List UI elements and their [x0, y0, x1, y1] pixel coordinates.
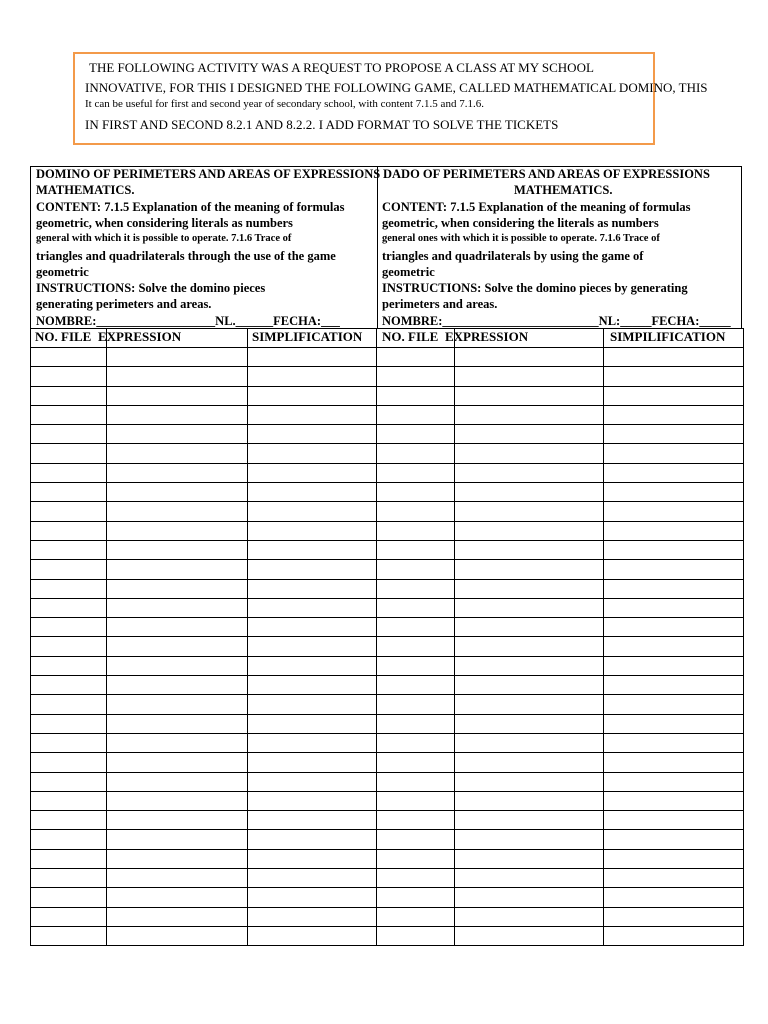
answer-cell[interactable]	[107, 521, 248, 540]
answer-cell[interactable]	[107, 560, 248, 579]
answer-cell[interactable]	[377, 405, 455, 424]
table-row	[31, 637, 744, 656]
left-worksheet-header	[30, 166, 381, 328]
answer-cell[interactable]	[31, 405, 107, 424]
answer-cell[interactable]	[604, 444, 744, 463]
answer-cell[interactable]	[604, 463, 744, 482]
answer-cell[interactable]	[455, 463, 604, 482]
table-row	[31, 772, 744, 791]
answer-cell[interactable]	[107, 753, 248, 772]
answer-cell[interactable]	[377, 695, 455, 714]
answer-cell[interactable]	[248, 926, 377, 945]
answer-cell[interactable]	[107, 849, 248, 868]
left-instructions-line-1: INSTRUCTIONS: Solve the domino pieces	[36, 281, 266, 295]
answer-cell[interactable]	[604, 676, 744, 695]
answer-cell[interactable]	[248, 425, 377, 444]
answer-cell[interactable]	[604, 791, 744, 810]
answer-cell[interactable]	[107, 830, 248, 849]
answer-cell[interactable]	[107, 695, 248, 714]
answer-cell[interactable]	[31, 598, 107, 617]
answer-cell[interactable]	[377, 714, 455, 733]
answer-cell[interactable]	[604, 579, 744, 598]
answer-cell[interactable]	[31, 483, 107, 502]
answer-cell[interactable]	[377, 463, 455, 482]
answer-cell[interactable]	[455, 714, 604, 733]
answer-cell[interactable]	[107, 907, 248, 926]
answer-cell[interactable]	[455, 386, 604, 405]
answer-cell[interactable]	[455, 869, 604, 888]
left-content-line-5: geometric	[36, 265, 89, 279]
answer-cell[interactable]	[31, 695, 107, 714]
answer-cell[interactable]	[248, 849, 377, 868]
answer-cell[interactable]	[455, 907, 604, 926]
answer-cell[interactable]	[455, 579, 604, 598]
answer-cell[interactable]	[248, 405, 377, 424]
answer-cell[interactable]	[377, 869, 455, 888]
right-instructions-line-2: perimeters and areas.	[382, 297, 498, 311]
answer-cell[interactable]	[31, 772, 107, 791]
intro-box	[73, 52, 708, 145]
answer-cell[interactable]	[31, 791, 107, 810]
table-row	[31, 695, 744, 714]
left-title: DOMINO OF PERIMETERS AND AREAS OF EXPRESSIONS	[36, 167, 381, 181]
answer-cell[interactable]	[107, 579, 248, 598]
answer-cell[interactable]	[31, 926, 107, 945]
answer-cell[interactable]	[604, 888, 744, 907]
answer-cell[interactable]	[455, 560, 604, 579]
answer-cell[interactable]	[377, 791, 455, 810]
table-row	[31, 830, 744, 849]
right-content-line-2: geometric, when considering the literals as numbers	[382, 216, 659, 230]
answer-cell[interactable]	[604, 714, 744, 733]
answer-cell[interactable]	[377, 772, 455, 791]
answer-cell[interactable]	[31, 444, 107, 463]
answer-cell[interactable]	[31, 733, 107, 752]
answer-cell[interactable]	[107, 791, 248, 810]
answer-cell[interactable]	[604, 869, 744, 888]
right-col-no-file: NO. FILE	[382, 329, 439, 344]
answer-cell[interactable]	[107, 598, 248, 617]
table-row	[31, 888, 744, 907]
answer-cell[interactable]	[31, 425, 107, 444]
table-row	[31, 367, 744, 386]
table-row	[31, 676, 744, 695]
answer-cell[interactable]	[31, 502, 107, 521]
answer-cell[interactable]	[604, 849, 744, 868]
answer-cell[interactable]	[31, 618, 107, 637]
answer-cell[interactable]	[604, 656, 744, 675]
intro-line-4: IN FIRST AND SECOND 8.2.1 AND 8.2.2. I ADD FORMAT TO SOLVE THE TICKETS	[85, 117, 559, 132]
answer-cell[interactable]	[604, 483, 744, 502]
answer-cell[interactable]	[31, 521, 107, 540]
answer-cell[interactable]	[248, 791, 377, 810]
right-instructions-line-1: INSTRUCTIONS: Solve the domino pieces by generating	[382, 281, 688, 295]
answer-cell[interactable]	[455, 618, 604, 637]
right-worksheet-header	[376, 166, 742, 328]
answer-cell[interactable]	[31, 579, 107, 598]
answer-cell[interactable]	[455, 811, 604, 830]
answer-cell[interactable]	[248, 714, 377, 733]
answer-cell[interactable]	[455, 830, 604, 849]
answer-cell[interactable]	[604, 907, 744, 926]
answer-cell[interactable]	[604, 405, 744, 424]
answer-cell[interactable]	[604, 637, 744, 656]
answer-cell[interactable]	[248, 733, 377, 752]
answer-cell[interactable]	[107, 444, 248, 463]
answer-cell[interactable]	[377, 676, 455, 695]
answer-cell[interactable]	[377, 753, 455, 772]
answer-cell[interactable]	[31, 348, 107, 367]
table-row	[31, 386, 744, 405]
answer-cell[interactable]	[107, 463, 248, 482]
answer-cell[interactable]	[107, 869, 248, 888]
answer-cell[interactable]	[377, 733, 455, 752]
answer-cell[interactable]	[248, 830, 377, 849]
answer-cell[interactable]	[31, 849, 107, 868]
intro-line-2: INNOVATIVE, FOR THIS I DESIGNED THE FOLLOWING GAME, CALLED MATHEMATICAL DOMINO, THIS	[85, 80, 708, 95]
answer-cell[interactable]	[377, 348, 455, 367]
table-row	[31, 753, 744, 772]
right-title: DADO OF PERIMETERS AND AREAS OF EXPRESSIONS	[383, 167, 710, 181]
table-row	[31, 733, 744, 752]
table-row	[31, 425, 744, 444]
answer-cell[interactable]	[455, 637, 604, 656]
answer-cell[interactable]	[455, 695, 604, 714]
answer-cell[interactable]	[31, 869, 107, 888]
answer-cell[interactable]	[248, 560, 377, 579]
answer-cell[interactable]	[455, 849, 604, 868]
answer-cell[interactable]	[248, 869, 377, 888]
answer-cell[interactable]	[248, 811, 377, 830]
answer-cell[interactable]	[248, 598, 377, 617]
answer-cell[interactable]	[248, 579, 377, 598]
answer-cell[interactable]	[107, 367, 248, 386]
table-row	[31, 811, 744, 830]
answer-cell[interactable]	[377, 444, 455, 463]
intro-line-1: THE FOLLOWING ACTIVITY WAS A REQUEST TO PROPOSE A CLASS AT MY SCHOOL	[89, 60, 594, 75]
answer-cell[interactable]	[248, 463, 377, 482]
right-content-line-5: geometric	[382, 265, 435, 279]
answer-cell[interactable]	[248, 502, 377, 521]
answer-cell[interactable]	[248, 521, 377, 540]
answer-cell[interactable]	[107, 926, 248, 945]
answer-cell[interactable]	[248, 637, 377, 656]
answer-cell[interactable]	[107, 811, 248, 830]
answer-cell[interactable]	[377, 637, 455, 656]
answer-cell[interactable]	[31, 888, 107, 907]
answer-cell[interactable]	[107, 637, 248, 656]
answer-cell[interactable]	[604, 811, 744, 830]
answer-cell[interactable]	[604, 367, 744, 386]
answer-cell[interactable]	[107, 714, 248, 733]
left-name-field[interactable]: NOMBRE:___________________NL.______FECHA:___	[36, 314, 340, 328]
answer-cell[interactable]	[455, 598, 604, 617]
left-subtitle: MATHEMATICS.	[36, 183, 135, 197]
table-row	[31, 405, 744, 424]
answer-cell[interactable]	[31, 386, 107, 405]
right-col-simplification: SIMPILIFICATION	[610, 329, 726, 344]
left-col-no-file: NO. FILE	[35, 329, 92, 344]
answer-cell[interactable]	[455, 425, 604, 444]
answer-cell[interactable]	[107, 618, 248, 637]
answer-cell[interactable]	[31, 463, 107, 482]
answer-cell[interactable]	[604, 560, 744, 579]
answer-cell[interactable]	[248, 386, 377, 405]
answer-cell[interactable]	[604, 502, 744, 521]
right-subtitle: MATHEMATICS.	[514, 183, 613, 197]
table-row	[31, 656, 744, 675]
answer-cell[interactable]	[377, 656, 455, 675]
left-content-line-2: geometric, when considering literals as numbers	[36, 216, 293, 230]
answer-cell[interactable]	[31, 907, 107, 926]
table-row	[31, 502, 744, 521]
answer-cell[interactable]	[377, 598, 455, 617]
table-row	[31, 926, 744, 945]
answer-cell[interactable]	[604, 733, 744, 752]
answer-cell[interactable]	[377, 926, 455, 945]
table-row	[31, 521, 744, 540]
answer-cell[interactable]	[248, 444, 377, 463]
left-instructions-line-2: generating perimeters and areas.	[36, 297, 212, 311]
answer-cell[interactable]	[377, 425, 455, 444]
answer-cell[interactable]	[248, 618, 377, 637]
answer-cell[interactable]	[455, 502, 604, 521]
answer-cell[interactable]	[455, 367, 604, 386]
answer-cell[interactable]	[248, 656, 377, 675]
answer-cell[interactable]	[107, 888, 248, 907]
answer-cell[interactable]	[455, 521, 604, 540]
answer-cell[interactable]	[248, 348, 377, 367]
answer-cell[interactable]	[31, 367, 107, 386]
answer-cell[interactable]	[455, 656, 604, 675]
answer-cell[interactable]	[31, 753, 107, 772]
table-row	[31, 483, 744, 502]
answer-cell[interactable]	[455, 676, 604, 695]
answer-cell[interactable]	[31, 811, 107, 830]
answer-cell[interactable]	[604, 521, 744, 540]
table-row	[31, 348, 744, 367]
answer-cell[interactable]	[107, 483, 248, 502]
answer-cell[interactable]	[377, 811, 455, 830]
answer-cell[interactable]	[455, 753, 604, 772]
answer-cell[interactable]	[248, 695, 377, 714]
table-row	[31, 849, 744, 868]
table-row	[31, 714, 744, 733]
answer-cell[interactable]	[604, 598, 744, 617]
table-row	[31, 869, 744, 888]
answer-cell[interactable]	[248, 483, 377, 502]
answer-cell[interactable]	[455, 926, 604, 945]
answer-cell[interactable]	[604, 386, 744, 405]
answer-cell[interactable]	[107, 348, 248, 367]
answer-cell[interactable]	[455, 733, 604, 752]
left-content-line-1: CONTENT: 7.1.5 Explanation of the meaning of formulas	[36, 200, 345, 214]
answer-cell[interactable]	[377, 386, 455, 405]
answer-cell[interactable]	[377, 540, 455, 559]
answer-cell[interactable]	[377, 849, 455, 868]
left-col-expression: EXPRESSION	[98, 329, 182, 344]
answer-cell[interactable]	[455, 540, 604, 559]
left-content-line-4: triangles and quadrilaterals through the use of the game	[36, 249, 336, 263]
answer-cell[interactable]	[377, 367, 455, 386]
answer-cell[interactable]	[107, 425, 248, 444]
answer-cell[interactable]	[604, 753, 744, 772]
answer-cell[interactable]	[455, 444, 604, 463]
answer-cell[interactable]	[455, 772, 604, 791]
answer-cell[interactable]	[455, 791, 604, 810]
answer-cell[interactable]	[377, 483, 455, 502]
answer-cell[interactable]	[31, 637, 107, 656]
answer-cell[interactable]	[107, 502, 248, 521]
answer-cell[interactable]	[31, 560, 107, 579]
answer-cell[interactable]	[604, 695, 744, 714]
answer-cell[interactable]	[107, 676, 248, 695]
answer-cell[interactable]	[604, 348, 744, 367]
table-row	[31, 791, 744, 810]
right-content-line-1: CONTENT: 7.1.5 Explanation of the meaning of formulas	[382, 200, 691, 214]
answer-cell[interactable]	[248, 888, 377, 907]
answer-cell[interactable]	[107, 386, 248, 405]
right-col-expression: EXPRESSION	[445, 329, 529, 344]
answer-cell[interactable]	[377, 830, 455, 849]
answer-cell[interactable]	[377, 521, 455, 540]
answer-cell[interactable]	[31, 830, 107, 849]
answer-cell[interactable]	[455, 888, 604, 907]
answer-cell[interactable]	[248, 772, 377, 791]
answer-cell[interactable]	[248, 676, 377, 695]
answer-cell[interactable]	[604, 830, 744, 849]
answer-cell[interactable]	[377, 502, 455, 521]
answer-cell[interactable]	[107, 772, 248, 791]
answer-cell[interactable]	[604, 618, 744, 637]
table-row	[31, 579, 744, 598]
right-name-field[interactable]: NOMBRE:_________________________NL:_____FECHA:_____	[382, 314, 731, 328]
table-row	[31, 444, 744, 463]
answer-cell[interactable]	[604, 926, 744, 945]
answer-cell[interactable]	[455, 483, 604, 502]
answer-cell[interactable]	[377, 560, 455, 579]
answer-cell[interactable]	[248, 540, 377, 559]
answer-cell[interactable]	[31, 540, 107, 559]
table-row	[31, 618, 744, 637]
table-row	[31, 560, 744, 579]
intro-line-3: It can be useful for first and second year of secondary school, with content 7.1.5 and 7.1.6.	[85, 98, 484, 110]
answer-cell[interactable]	[455, 405, 604, 424]
answer-cell[interactable]	[107, 733, 248, 752]
answer-cell[interactable]	[107, 540, 248, 559]
right-content-line-4: triangles and quadrilaterals by using the game of	[382, 249, 644, 263]
table-row	[31, 540, 744, 559]
answer-cell[interactable]	[248, 753, 377, 772]
left-col-simplification: SIMPLIFICATION	[252, 329, 363, 344]
answer-grid	[30, 328, 744, 946]
answer-cell[interactable]	[604, 772, 744, 791]
answer-cell[interactable]	[31, 714, 107, 733]
answer-cell[interactable]	[107, 405, 248, 424]
answer-cell[interactable]	[455, 348, 604, 367]
answer-cell[interactable]	[377, 888, 455, 907]
answer-cell[interactable]	[604, 425, 744, 444]
answer-cell[interactable]	[377, 579, 455, 598]
answer-cell[interactable]	[604, 540, 744, 559]
table-row	[31, 463, 744, 482]
answer-cell[interactable]	[377, 618, 455, 637]
answer-cell[interactable]	[31, 656, 107, 675]
answer-cell[interactable]	[31, 676, 107, 695]
answer-cell[interactable]	[248, 367, 377, 386]
left-content-line-3: general with which it is possible to operate. 7.1.6 Trace of	[36, 233, 292, 244]
table-row	[31, 907, 744, 926]
answer-cell[interactable]	[107, 656, 248, 675]
answer-cell[interactable]	[377, 907, 455, 926]
answer-cell[interactable]	[248, 907, 377, 926]
table-row	[31, 598, 744, 617]
right-content-line-3: general ones with which it is possible to operate. 7.1.6 Trace of	[382, 233, 660, 244]
